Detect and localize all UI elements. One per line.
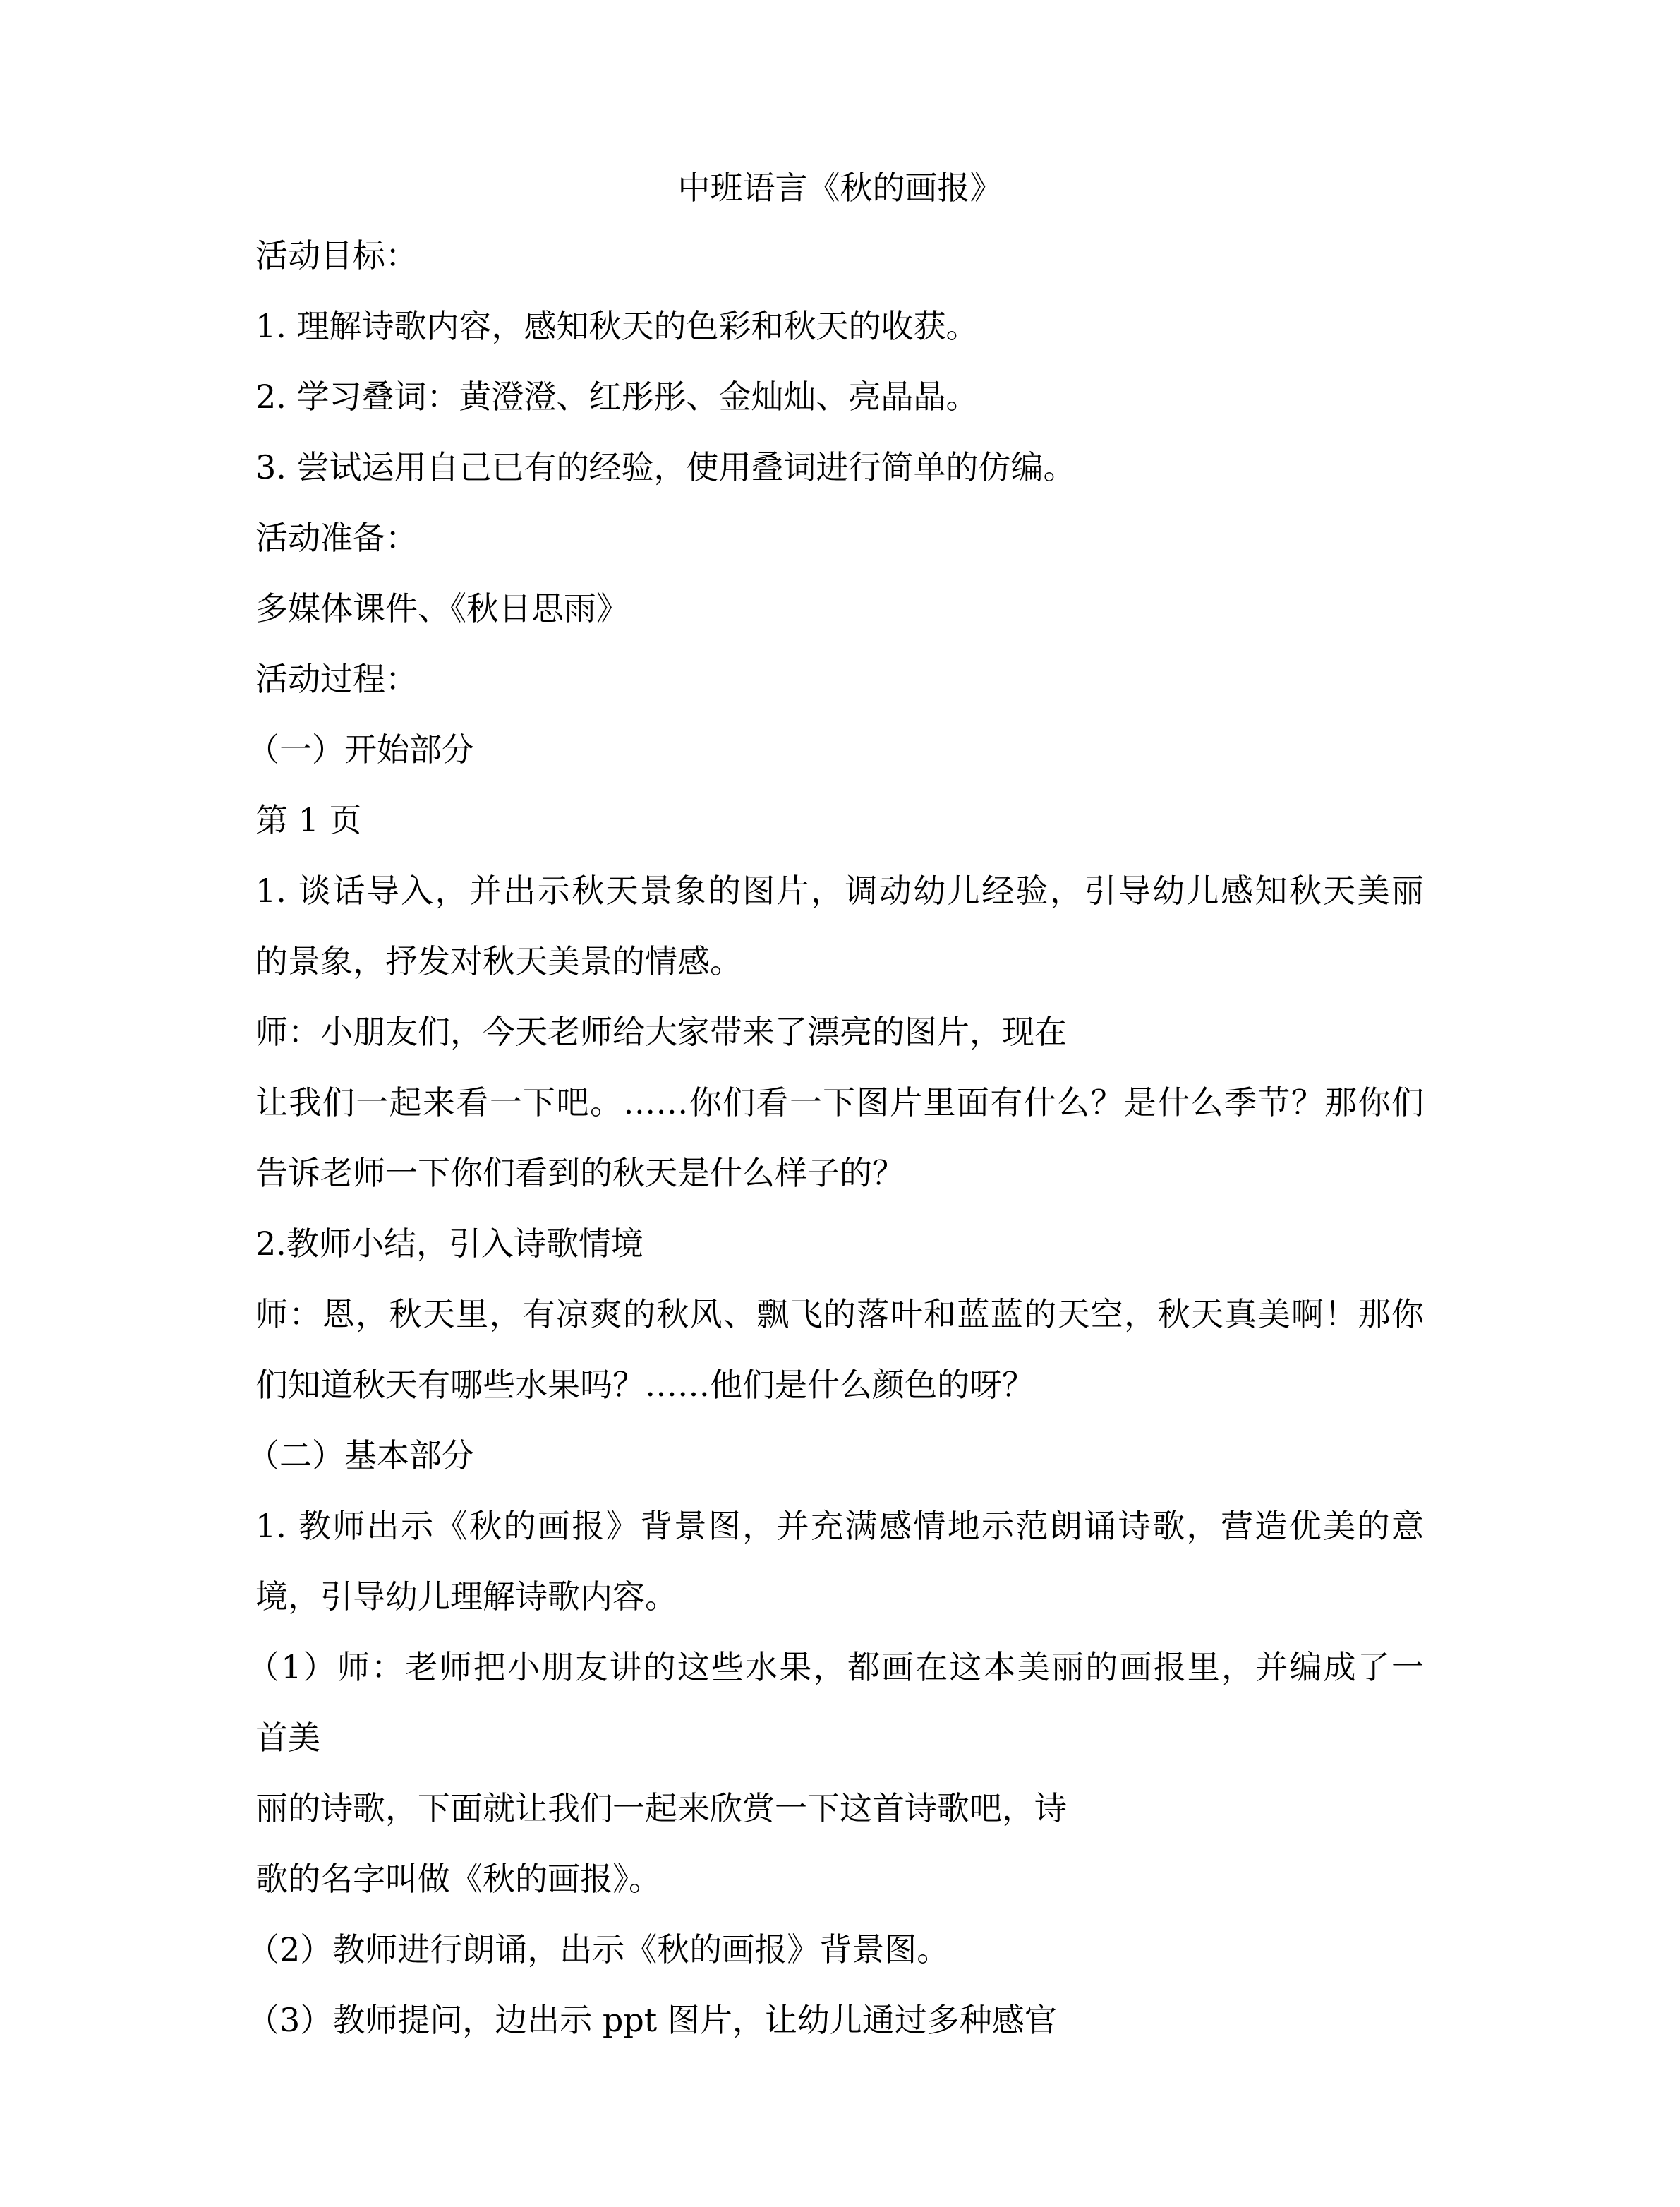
- paragraph-line: 1. 教师出示《秋的画报》背景图，并充满感情地示范朗诵诗歌，营造优美的意: [255, 1507, 1424, 1545]
- paragraph-line: 告诉老师一下你们看到的秋天是什么样子的？: [255, 1154, 905, 1192]
- heading-activity-preparation: 活动准备：: [255, 519, 418, 557]
- document-title: 中班语言《秋的画报》: [677, 169, 1003, 207]
- goal-item-2: 2. 学习叠词：黄澄澄、红彤彤、金灿灿、亮晶晶。: [255, 378, 979, 416]
- paragraph-line: 的景象，抒发对秋天美景的情感。: [255, 942, 742, 980]
- paragraph-line: 师：小朋友们，今天老师给大家带来了漂亮的图片，现在: [255, 1013, 1067, 1051]
- goal-item-1: 1. 理解诗歌内容，感知秋天的色彩和秋天的收获。: [255, 307, 979, 345]
- preparation-materials: 多媒体课件、《秋日思雨》: [255, 589, 629, 627]
- section-heading-basic: （二）基本部分: [247, 1436, 474, 1474]
- heading-activity-process: 活动过程：: [255, 660, 418, 698]
- paragraph-line: （2）教师进行朗诵，出示《秋的画报》背景图。: [247, 1930, 950, 1968]
- goal-item-3: 3. 尝试运用自己已有的经验，使用叠词进行简单的仿编。: [255, 448, 1076, 486]
- section-heading-opening: （一）开始部分: [247, 730, 474, 769]
- paragraph-line: 2.教师小结，引入诗歌情境: [255, 1225, 643, 1263]
- paragraph-line: 们知道秋天有哪些水果吗？……他们是什么颜色的呀？: [255, 1366, 1034, 1404]
- paragraph-line: 让我们一起来看一下吧。……你们看一下图片里面有什么？是什么季节？那你们: [255, 1083, 1424, 1121]
- paragraph-line: 丽的诗歌，下面就让我们一起来欣赏一下这首诗歌吧，诗: [255, 1789, 1067, 1827]
- paragraph-line: （1）师：老师把小朋友讲的这些水果，都画在这本美丽的画报里，并编成了一: [247, 1648, 1424, 1686]
- paragraph-line: （3）教师提问，边出示 ppt 图片，让幼儿通过多种感官: [247, 2001, 1057, 2039]
- paragraph-line: 1. 谈话导入，并出示秋天景象的图片，调动幼儿经验，引导幼儿感知秋天美丽: [255, 872, 1424, 910]
- paragraph-line: 师：恩，秋天里，有凉爽的秋风、飘飞的落叶和蓝蓝的天空，秋天真美啊！那你: [255, 1295, 1424, 1333]
- heading-activity-goals: 活动目标：: [255, 236, 418, 275]
- paragraph-line: 首美: [255, 1719, 320, 1757]
- page-number-label: 第 1 页: [255, 801, 362, 839]
- paragraph-line: 歌的名字叫做《秋的画报》。: [255, 1860, 661, 1898]
- paragraph-line: 境，引导幼儿理解诗歌内容。: [255, 1577, 677, 1616]
